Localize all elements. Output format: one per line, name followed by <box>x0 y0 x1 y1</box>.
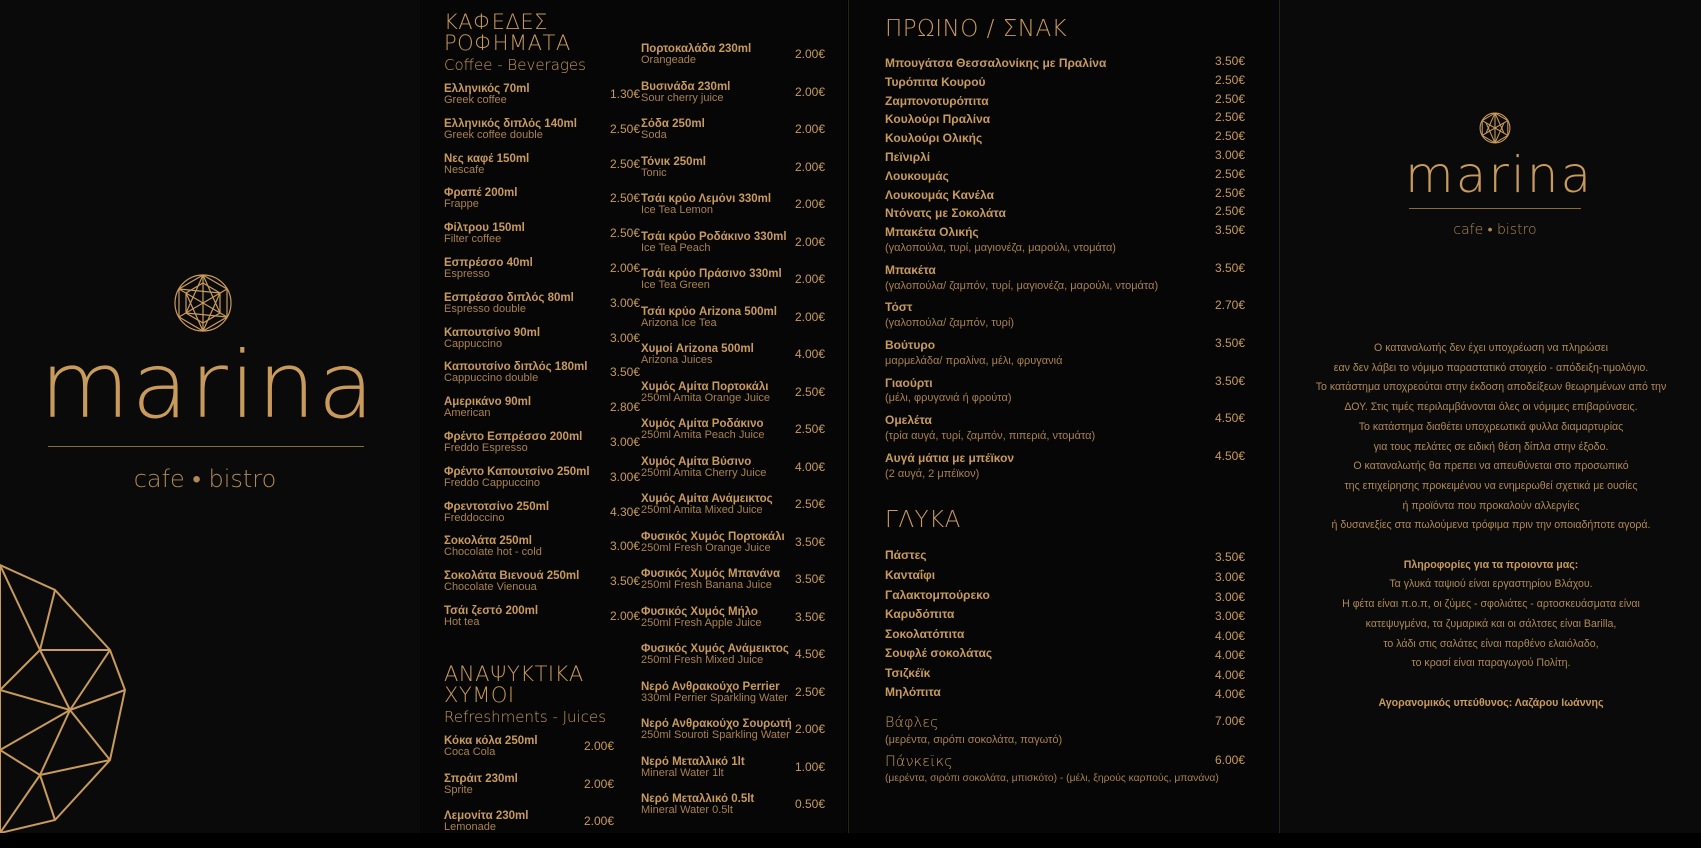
item-price: 2.00€ <box>794 159 825 174</box>
snack-row <box>885 374 1245 393</box>
market-responsible: Αγορανομικός υπεύθυνος: Λαζάρου Ιωάννης <box>1378 696 1604 709</box>
drinks-section <box>641 43 825 831</box>
snack-name: Βούτυρο <box>885 337 936 352</box>
beverages-panel <box>420 0 847 833</box>
snack-name: Λουκουμάς Κανέλα <box>885 187 994 202</box>
item-name: Χυμός Αμίτα Ροδάκινο <box>641 418 764 430</box>
item-description: Coca Cola <box>444 746 496 758</box>
item-price: 2.00€ <box>794 84 825 99</box>
refresh-subtitle: Refreshments - Juices <box>444 708 607 726</box>
info-text <box>1280 339 1701 713</box>
item-description: 250ml Amita Cherry Juice <box>641 466 767 479</box>
menu-item <box>444 570 640 605</box>
menu-item <box>641 118 825 156</box>
brand-tagline: cafe • bistro <box>133 465 277 493</box>
snack-name: Τόστ <box>885 300 913 315</box>
item-price: 4.00€ <box>794 459 825 474</box>
snack-row <box>885 223 1245 242</box>
item-description: Chocolate Vienoua <box>444 581 537 594</box>
menu-item <box>444 773 614 811</box>
menu-item <box>641 681 825 719</box>
item-name: Τσάι κρύο Ροδάκινο 330ml <box>641 230 787 243</box>
sweet-name: Κανταΐφι <box>885 567 936 582</box>
snack-desc: (γαλοπούλα, τυρί, μαγιονέζα, μαρούλι, ντομάτα) <box>885 241 1116 254</box>
menu-item <box>641 231 825 269</box>
item-description: Frappe <box>444 198 479 211</box>
drinks-list <box>641 43 825 831</box>
menu-item <box>444 257 640 292</box>
item-price: 2.00€ <box>583 776 614 791</box>
item-description: 250ml Souroti Sparkling Water <box>641 729 790 741</box>
coffee-list <box>444 83 640 640</box>
snack-desc: (τρία αυγά, τυρί, ζαμπόν, πιπεριά, ντομάτα) <box>885 429 1096 442</box>
products-heading: Πληροφορίες για τα προιοντα μας: <box>1403 558 1579 571</box>
item-name: Ελληνικός 70ml <box>444 83 530 95</box>
snack-title: ΠΡΩΙΝΟ / ΣΝΑΚ <box>885 16 1068 42</box>
item-price: 2.50€ <box>609 226 640 241</box>
item-name: Ελληνικός διπλός 140ml <box>444 117 577 130</box>
item-description: 250ml Amita Orange Juice <box>641 391 771 404</box>
item-name: Σπράιτ 230ml <box>444 772 518 785</box>
item-price: 2.00€ <box>794 122 825 136</box>
item-price: 3.00€ <box>609 295 640 310</box>
brand-tagline-small: cafe • bistro <box>1453 222 1537 238</box>
snack-row <box>885 204 1245 223</box>
item-price: 1.30€ <box>609 87 640 101</box>
sweet-price: 4.00€ <box>1214 648 1245 663</box>
item-price: 4.00€ <box>794 347 825 361</box>
item-description: Chocolate hot - cold <box>444 546 542 559</box>
snack-row <box>885 261 1245 280</box>
snack-row <box>885 167 1245 186</box>
mandala-logo-small-icon <box>1479 112 1511 144</box>
item-name: Χυμοί Arizona 500ml <box>641 343 754 355</box>
snack-name: Μπουγάτσα Θεσσαλονίκης με Πραλίνα <box>885 56 1107 70</box>
item-description: Freddo Cappuccino <box>444 476 541 489</box>
menu-item <box>444 361 640 396</box>
legal-line: Το κατάστημα διαθέτει υποχρεωτικά φυλλα διαμαρτυρίας <box>1358 420 1624 433</box>
snack-name: Μπακέτα <box>885 262 936 277</box>
sweet-price: 4.00€ <box>1214 628 1245 643</box>
item-name: Νερό Ανθρακούχο Perrier <box>641 680 780 693</box>
item-price: 3.00€ <box>609 434 640 449</box>
refresh-title-1: ΑΝΑΨΥΚΤΙΚΑ <box>444 662 584 686</box>
snack-row <box>885 73 1245 92</box>
menu-item <box>444 153 640 188</box>
snack-row <box>885 92 1245 111</box>
item-description: Sprite <box>444 783 473 796</box>
pancake-desc: (μερέντα, σιρόπι σοκολάτα, μπισκότο) - (μέλι, ξηρούς καρπούς, μπανάνα) <box>885 772 1219 784</box>
item-description: Greek coffee double <box>444 128 543 141</box>
menu-item <box>444 222 640 257</box>
item-description: Ice Tea Peach <box>641 241 711 254</box>
item-description: Freddoccino <box>444 511 505 524</box>
item-price: 2.00€ <box>794 722 825 736</box>
geodesic-sphere-icon <box>0 560 130 833</box>
snack-price: 4.50€ <box>1214 411 1245 426</box>
snack-name: Ντόνατς με Σοκολάτα <box>885 206 1006 221</box>
sweets-title: ΓΛΥΚΑ <box>885 507 961 534</box>
snack-row <box>885 148 1245 167</box>
item-price: 3.50€ <box>794 609 825 624</box>
item-name: Σοκολάτα Βιενουά 250ml <box>444 570 580 583</box>
menu-item <box>444 83 640 118</box>
item-name: Καπουτσίνο διπλός 180ml <box>444 361 588 374</box>
info-panel <box>1279 0 1701 833</box>
item-description: 250ml Fresh Apple Juice <box>641 616 762 629</box>
waffle-row <box>885 714 1245 734</box>
pancake-row <box>885 753 1245 773</box>
menu-item <box>444 605 640 640</box>
item-price: 3.00€ <box>609 539 640 554</box>
item-name: Νες καφέ 150ml <box>444 152 530 165</box>
waffle-price: 7.00€ <box>1214 714 1245 729</box>
item-price: 3.50€ <box>794 572 825 586</box>
snack-row <box>885 411 1245 430</box>
sweet-price: 3.00€ <box>1214 569 1245 584</box>
snack-row <box>885 129 1245 148</box>
snack-name: Κουλούρι Ολικής <box>885 131 983 146</box>
sweet-row <box>885 546 1245 566</box>
snack-list <box>885 54 1245 486</box>
item-price: 2.00€ <box>609 608 640 623</box>
products-line: κατεψυγμένα, τα ζυμαρικά και οι σάλτσες είναι Barilla, <box>1365 617 1617 630</box>
item-price: 2.00€ <box>794 47 825 61</box>
snack-price: 3.50€ <box>1214 335 1245 350</box>
snack-name: Μπακέτα Ολικής <box>885 225 979 240</box>
menu-item <box>641 43 825 81</box>
item-description: 250ml Amita Mixed Juice <box>641 504 763 516</box>
snack-name: Κουλούρι Πραλίνα <box>885 112 991 127</box>
item-price: 3.00€ <box>609 469 640 484</box>
legal-line: της επιχείρησης προκειμένου να ενημερωθεί σχετικά με ουσίες <box>1344 479 1638 492</box>
menu-item <box>641 193 825 231</box>
coffee-title-2: ΡΟΦΗΜΑΤΑ <box>444 31 571 55</box>
snack-price: 3.50€ <box>1214 373 1245 388</box>
pancake-price: 6.00€ <box>1214 752 1245 767</box>
item-price: 2.00€ <box>794 309 825 324</box>
item-name: Βυσινάδα 230ml <box>641 80 731 93</box>
sweet-name: Καρυδόπιτα <box>885 607 955 622</box>
sweet-price: 3.50€ <box>1214 550 1245 565</box>
menu-item <box>444 118 640 153</box>
legal-line: εαν δεν λάβει το νόμιμο παραστατικό στοιχείο - απόδειξη-τιμολόγιο. <box>1333 361 1649 374</box>
menu-item <box>641 268 825 306</box>
snack-price: 2.50€ <box>1214 72 1245 87</box>
snack-row <box>885 449 1245 468</box>
item-description: Sour cherry juice <box>641 91 724 104</box>
brand-wordmark-small: marina <box>1405 146 1594 204</box>
item-price: 2.80€ <box>609 400 640 415</box>
item-price: 2.00€ <box>794 234 825 249</box>
sweet-name: Πάστες <box>885 548 927 563</box>
item-price: 3.50€ <box>609 365 640 380</box>
item-name: Καπουτσίνο 90ml <box>444 326 541 339</box>
snack-row <box>885 110 1245 129</box>
item-name: Νερό Ανθρακούχο Σουρωτή <box>641 718 792 730</box>
item-description: Tonic <box>641 166 667 179</box>
pancake-name: Πάνκεϊκς <box>885 753 953 770</box>
sweet-row <box>885 683 1245 703</box>
refresh-title-2: ΧΥΜΟΙ <box>444 683 515 707</box>
item-name: Κόκα κόλα 250ml <box>444 735 538 747</box>
legal-notice <box>1280 339 1701 536</box>
item-name: Τσάι ζεστό 200ml <box>444 604 539 617</box>
menu-item <box>444 327 640 362</box>
products-line: το λάδι στις σαλάτες είναι παρθένο ελαιόλαδο, <box>1383 637 1599 650</box>
sweet-name: Μηλόπιτα <box>885 685 941 700</box>
sweet-name: Σουφλέ σοκολάτας <box>885 646 993 661</box>
snack-name: Τυρόπιτα Κουρού <box>885 74 986 89</box>
item-name: Νερό Μεταλλικό 1lt <box>641 755 745 768</box>
snack-row <box>885 186 1245 205</box>
item-price: 4.30€ <box>609 504 640 519</box>
sweet-row <box>885 605 1245 625</box>
menu-item <box>641 381 825 419</box>
legal-line: ή δυσανεξίες στα πωλούμενα τρόφιμα πριν την οποιαδήποτε αγορά. <box>1331 519 1651 532</box>
item-name: Τσάι κρύο Λεμόνι 330ml <box>641 193 772 205</box>
item-price: 2.50€ <box>609 191 640 206</box>
sweet-price: 4.00€ <box>1214 687 1245 702</box>
waffle-desc: (μερέντα, σιρόπι σοκολάτα, παγωτό) <box>885 734 1063 747</box>
snack-desc: μαρμελάδα/ πραλίνα, μέλι, φρυγανιά <box>885 354 1063 367</box>
item-name: Αμερικάνο 90ml <box>444 396 532 409</box>
item-description: Mineral Water 0.5lt <box>641 804 733 816</box>
waffle-name: Βάφλες <box>885 715 939 732</box>
item-price: 2.00€ <box>794 272 825 286</box>
sweet-price: 4.00€ <box>1214 667 1245 682</box>
item-description: 250ml Fresh Banana Juice <box>641 579 772 591</box>
item-price: 2.50€ <box>609 156 640 171</box>
snack-row <box>885 336 1245 355</box>
snack-name: Γιαούρτι <box>885 375 933 390</box>
menu-item <box>444 501 640 536</box>
brand-divider <box>48 446 364 447</box>
item-name: Φρέντο Καπουτσίνο 250ml <box>444 465 590 478</box>
item-name: Φυσικός Χυμός Ανάμεικτος <box>641 643 789 655</box>
item-description: Arizona Ice Tea <box>641 316 717 329</box>
snack-name: Αυγά μάτια με μπέϊκον <box>885 450 1015 465</box>
menu-item <box>444 535 640 570</box>
item-description: Soda <box>641 129 667 141</box>
legal-line: για τους πελάτες σε ειδική θέση δίπλα στην έξοδο. <box>1373 440 1609 453</box>
sweet-row <box>885 625 1245 645</box>
item-description: Hot tea <box>444 615 480 628</box>
snack-price: 4.50€ <box>1214 448 1245 463</box>
cover-panel <box>0 0 420 833</box>
item-description: Arizona Juices <box>641 354 713 366</box>
item-name: Νερό Μεταλλικό 0.5lt <box>641 793 755 805</box>
refresh-list <box>444 735 614 848</box>
item-description: Mineral Water 1lt <box>641 766 724 779</box>
item-name: Χυμός Αμίτα Βύσινο <box>641 455 752 468</box>
coffee-title-1: ΚΑΦΕΔΕΣ <box>444 10 548 34</box>
menu-item <box>641 418 825 456</box>
snack-price: 3.50€ <box>1214 54 1245 68</box>
item-description: 250ml Amita Peach Juice <box>641 429 765 441</box>
menu-item <box>641 643 825 681</box>
menu-item <box>641 456 825 494</box>
item-name: Σόδα 250ml <box>641 118 705 130</box>
snack-name: Πεϊνιρλί <box>885 149 931 164</box>
item-name: Λεμονίτα 230ml <box>444 810 529 822</box>
sweet-row <box>885 566 1245 586</box>
products-info <box>1280 575 1701 674</box>
item-price: 0.50€ <box>794 797 825 811</box>
item-name: Φραπέ 200ml <box>444 187 518 200</box>
menu-item <box>641 306 825 344</box>
item-price: 1.00€ <box>794 759 825 774</box>
menu-item <box>641 606 825 644</box>
sweets-list <box>885 546 1245 703</box>
products-line: το κρασί είναι παραγωγού Πολίτη. <box>1411 657 1571 670</box>
item-description: 250ml Fresh Orange Juice <box>641 541 771 554</box>
item-name: Φυσικός Χυμός Μπανάνα <box>641 568 781 580</box>
item-description: Ice Tea Lemon <box>641 204 713 216</box>
item-price: 2.50€ <box>794 497 825 511</box>
item-name: Τόνικ 250ml <box>641 155 707 168</box>
menu-item <box>444 810 614 848</box>
item-description: 330ml Perrier Sparkling Water <box>641 691 788 704</box>
item-price: 2.00€ <box>583 739 614 753</box>
item-description: Cappuccino double <box>444 372 539 385</box>
menu-item <box>641 493 825 531</box>
item-price: 2.00€ <box>583 814 614 828</box>
brand-wordmark: marina <box>40 332 377 439</box>
item-description: Espresso double <box>444 302 526 315</box>
snack-name: Ομελέτα <box>885 413 932 428</box>
sweet-row <box>885 664 1245 684</box>
menu-item <box>641 756 825 794</box>
menu-item <box>641 156 825 194</box>
item-description: Orangeade <box>641 54 697 66</box>
legal-line: ΔΟΥ. Στις τιμές περιλαμβάνονται όλες οι νόμιμες επιβαρύνσεις. <box>1344 401 1638 414</box>
item-name: Πορτοκαλάδα 230ml <box>641 43 752 55</box>
item-description: Freddo Espresso <box>444 441 528 454</box>
menu-item <box>444 431 640 466</box>
products-line: Η φέτα είναι π.ο.π, οι ζύμες - σφολιάτες - αρτοσκευάσματα είναι <box>1342 598 1640 611</box>
item-price: 2.50€ <box>609 121 640 136</box>
snack-desc: (2 αυγά, 2 μπέϊκον) <box>885 467 980 480</box>
item-price: 3.50€ <box>794 534 825 549</box>
snack-name: Λουκουμάς <box>885 168 949 183</box>
item-name: Τσάι κρύο Πράσινο 330ml <box>641 268 782 280</box>
item-name: Φυσικός Χυμός Μήλο <box>641 605 758 618</box>
menu-item <box>641 531 825 569</box>
snack-price: 2.50€ <box>1214 129 1245 144</box>
snack-desc: (γαλοπούλα/ ζαμπόν, τυρί) <box>885 317 1015 330</box>
item-price: 2.50€ <box>794 422 825 436</box>
snack-desc: (γαλοπούλα/ ζαμπόν, τυρί, μαγιονέζα, μαρούλι, ντομάτα) <box>885 279 1159 292</box>
snack-row <box>885 298 1245 317</box>
mandala-logo-icon <box>173 273 233 333</box>
item-description: Lemonade <box>444 821 496 833</box>
sweet-name: Γαλακτομπούρεκο <box>885 587 990 602</box>
sweet-name: Σοκολατόπιτα <box>885 626 965 641</box>
item-price: 2.50€ <box>794 684 825 699</box>
sweet-row <box>885 586 1245 606</box>
snack-price: 2.50€ <box>1214 91 1245 106</box>
coffee-section <box>444 10 640 833</box>
sweet-price: 3.00€ <box>1214 589 1245 604</box>
snack-price: 3.50€ <box>1214 223 1245 238</box>
menu-item <box>641 343 825 381</box>
item-name: Φρεντοτσίνο 250ml <box>444 500 550 513</box>
snack-price: 2.50€ <box>1214 110 1245 125</box>
item-price: 3.50€ <box>609 574 640 589</box>
snack-price: 2.70€ <box>1214 298 1245 313</box>
sweet-name: Τσιζκέϊκ <box>885 665 931 680</box>
item-name: Σοκολάτα 250ml <box>444 535 532 548</box>
legal-line: ή προϊόντα που προκαλούν αλλεργίες <box>1402 499 1580 512</box>
item-name: Χυμός Αμίτα Ανάμεικτος <box>641 493 773 505</box>
snack-price: 2.50€ <box>1214 166 1245 181</box>
item-price: 3.00€ <box>609 330 640 345</box>
item-name: Εσπρέσσο 40ml <box>444 256 533 269</box>
item-name: Χυμός Αμίτα Πορτοκάλι <box>641 380 769 393</box>
products-line: Τα γλυκά ταψιού είναι εργαστηρίου Βλάχου. <box>1389 578 1593 591</box>
snack-desc: (μέλι, φρυγανιά ή φρούτα) <box>885 392 1012 405</box>
menu-item <box>444 735 614 773</box>
item-name: Φίλτρου 150ml <box>444 222 525 235</box>
legal-line: Ο καταναλωτής δεν έχει υποχρέωση να πληρώσει <box>1374 342 1608 354</box>
menu-item <box>641 793 825 831</box>
item-description: Espresso <box>444 267 490 280</box>
item-description: Nescafe <box>444 163 485 176</box>
item-price: 4.50€ <box>794 647 825 661</box>
item-price: 2.50€ <box>794 384 825 399</box>
item-name: Εσπρέσσο διπλός 80ml <box>444 291 574 304</box>
coffee-subtitle: Coffee - Beverages <box>444 56 586 74</box>
item-description: Greek coffee <box>444 94 507 106</box>
item-name: Φρέντο Εσπρέσσο 200ml <box>444 430 583 443</box>
menu-item <box>641 568 825 606</box>
item-price: 2.00€ <box>794 197 825 211</box>
item-price: 2.00€ <box>609 260 640 275</box>
brand-divider-small <box>1409 208 1581 209</box>
menu-item <box>444 292 640 327</box>
legal-line: Το κατάστημα υποχρεούται στην έκδοση αποδείξεων θεωρημένων από την <box>1315 381 1667 394</box>
snack-row <box>885 54 1245 73</box>
item-description: Filter coffee <box>444 233 502 246</box>
snack-price: 2.50€ <box>1214 185 1245 200</box>
menu-item <box>444 187 640 222</box>
snack-price: 3.50€ <box>1214 260 1245 275</box>
item-description: Cappuccino <box>444 337 503 350</box>
item-description: American <box>444 407 491 420</box>
item-description: Ice Tea Green <box>641 279 710 291</box>
menu-item <box>444 466 640 501</box>
sweet-row <box>885 644 1245 664</box>
item-name: Τσάι κρύο Arizona 500ml <box>641 305 777 318</box>
sweet-price: 3.00€ <box>1214 609 1245 624</box>
snack-price: 2.50€ <box>1214 204 1245 219</box>
snack-name: Ζαμπονοτυρόπιτα <box>885 93 989 108</box>
legal-line: Ο καταναλωτής θα πρεπει να απευθύνεται στο προσωπικό <box>1353 460 1629 473</box>
item-description: 250ml Fresh Mixed Juice <box>641 654 764 666</box>
menu-item <box>444 396 640 431</box>
menu-item <box>641 81 825 119</box>
item-name: Φυσικός Χυμός Πορτοκάλι <box>641 530 785 543</box>
food-panel <box>848 0 1279 833</box>
menu-item <box>641 718 825 756</box>
snack-price: 3.00€ <box>1214 147 1245 162</box>
